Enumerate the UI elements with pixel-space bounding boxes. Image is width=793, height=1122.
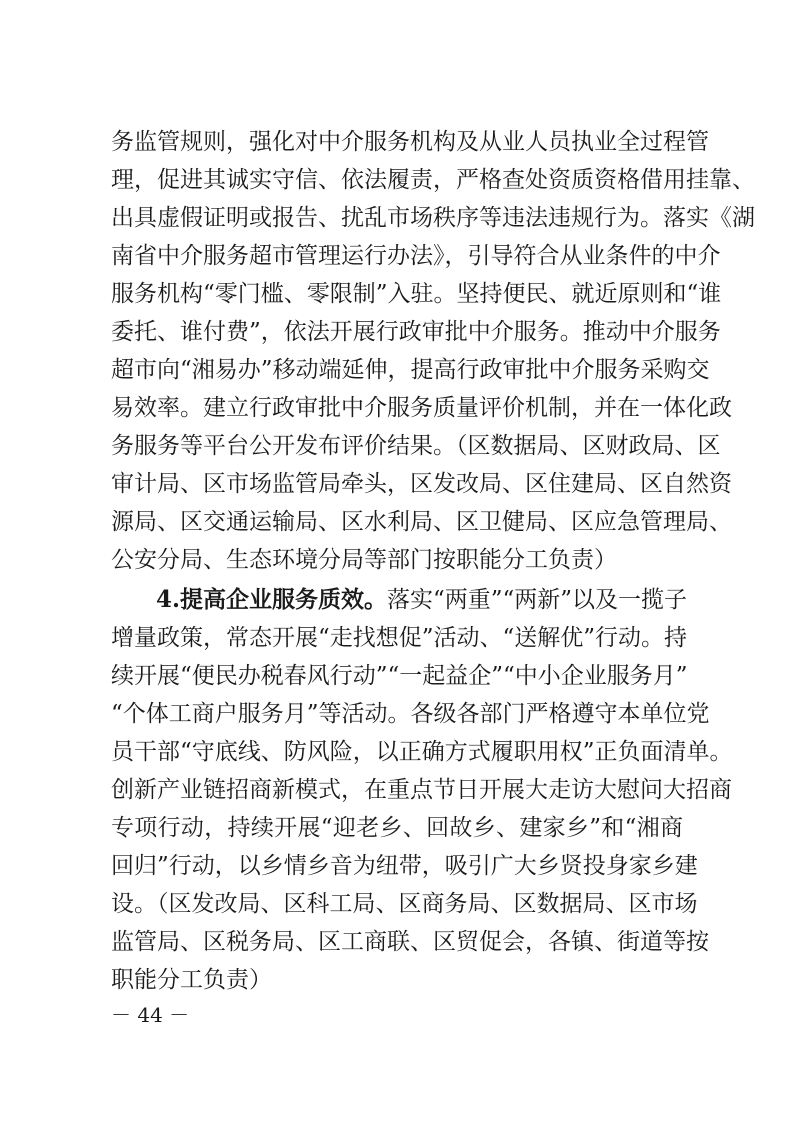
text-line: 务服务等平台公开发布评价结果。（区数据局、区财政局、区 bbox=[111, 433, 721, 459]
text-line: 服务机构“零门槛、零限制”入驻。坚持便民、就近原则和“谁 bbox=[111, 281, 722, 307]
text-line: 务监管规则，强化对中介服务机构及从业人员执业全过程管 bbox=[111, 129, 709, 155]
text-line: 职能分工负责） bbox=[111, 967, 272, 993]
text-line: 专项行动，持续开展“迎老乡、回故乡、建家乡”和“湘商 bbox=[111, 815, 683, 841]
section-4-first-line-text: 落实“两重”“两新”以及一揽子 bbox=[387, 587, 688, 613]
text-line: 增量政策，常态开展“走找想促”活动、“送解优”行动。持 bbox=[111, 625, 688, 651]
text-line: 理，促进其诚实守信、依法履责，严格查处资质资格借用挂靠、 bbox=[111, 167, 755, 193]
text-line: 回归”行动，以乡情乡音为纽带，吸引广大乡贤投身家乡建 bbox=[111, 853, 698, 879]
section-4-first-line bbox=[156, 580, 688, 620]
section-4-heading: 4.提高企业服务质效。 bbox=[156, 586, 388, 613]
text-line: 南省中介服务超市管理运行办法》，引导符合从业条件的中介 bbox=[111, 243, 721, 269]
page-number: － 44 － bbox=[111, 1003, 190, 1027]
text-line: 设。（区发改局、区科工局、区商务局、区数据局、区市场 bbox=[111, 891, 698, 917]
text-line: 续开展“便民办税春风行动”“一起益企”“中小企业服务月” bbox=[111, 663, 688, 689]
text-line: 公安分局、生态环境分局等部门按职能分工负责） bbox=[111, 547, 617, 573]
text-line: 源局、区交通运输局、区水利局、区卫健局、区应急管理局、 bbox=[111, 509, 732, 535]
text-line: 审计局、区市场监管局牵头，区发改局、区住建局、区自然资 bbox=[111, 471, 732, 497]
text-line: 超市向“湘易办”移动端延伸，提高行政审批中介服务采购交 bbox=[111, 357, 710, 383]
text-line: 出具虚假证明或报告、扰乱市场秩序等违法违规行为。落实《湖 bbox=[111, 205, 755, 231]
text-line: 员干部“守底线、防风险，以正确方式履职用权”正负面清单。 bbox=[111, 739, 733, 765]
text-line: 创新产业链招商新模式，在重点节日开展大走访大慰问大招商 bbox=[111, 777, 732, 803]
text-line: 监管局、区税务局、区工商联、区贸促会，各镇、街道等按 bbox=[111, 929, 709, 955]
text-line: 委托、谁付费”，依法开展行政审批中介服务。推动中介服务 bbox=[111, 319, 721, 345]
text-line: “个体工商户服务月”等活动。各级各部门严格遵守本单位党 bbox=[111, 701, 710, 727]
text-line: 易效率。建立行政审批中介服务质量评价机制，并在一体化政 bbox=[111, 395, 732, 421]
